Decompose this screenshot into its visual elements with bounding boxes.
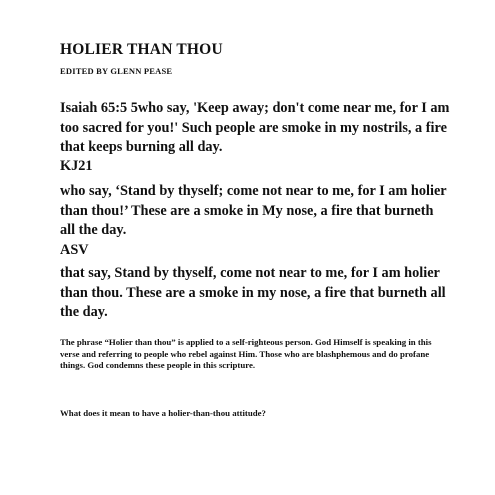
kj21-version-label: KJ21 [60,158,93,174]
kj21-verse: who say, ‘Stand by thyself; come not near to me, for I am holier than thou!’ These are a smoke in My nose, a fire that burneth all the day. [60,183,447,238]
document-subtitle: EDITED BY GLENN PEASE [60,66,173,76]
document-title: HOLIER THAN THOU [60,41,223,58]
isaiah-verse: Isaiah 65:5 5who say, 'Keep away; don't come near me, for I am too sacred for you!' Such people are smoke in my nostrils, a fire that keeps burning all day. [60,100,450,155]
asv-version-label: ASV [60,242,89,258]
question-line: What does it mean to have a holier-than-thou attitude? [60,408,266,418]
commentary-paragraph: The phrase “Holier than thou” is applied to a self-righteous person. God Himself is speaking in this verse and referring to people who rebel against Him. Those who are blashphemous and do profane things. God condemns these people in this scripture. [60,337,432,370]
asv-verse: that say, Stand by thyself, come not near to me, for I am holier than thou. These are a smoke in my nose, a fire that burneth all the day. [60,265,446,320]
